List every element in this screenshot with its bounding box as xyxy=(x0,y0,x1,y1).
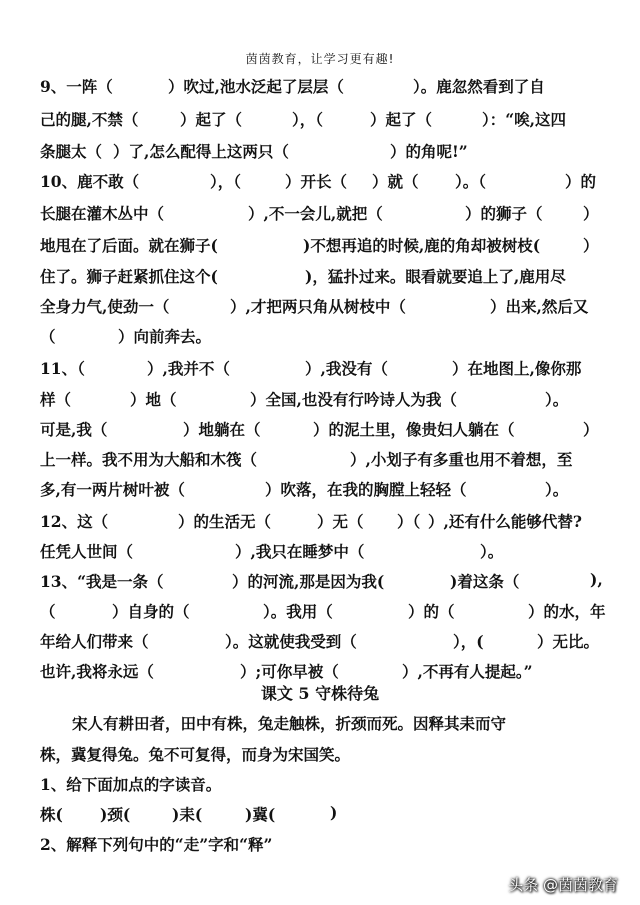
text-segment: ）（ xyxy=(397,512,421,531)
text-segment: 住了。狮子赶紧抓住这个( xyxy=(40,267,218,286)
text-segment: 株，冀复得兔。兔不可复得，而身为宋国笑。 xyxy=(40,745,351,764)
lesson-title: 课文 5 守株待兔 xyxy=(260,684,380,703)
text-segment: ）：“唉,这四 xyxy=(482,110,567,129)
text-segment: ）。 xyxy=(545,480,569,499)
text-segment: ）的水，年 xyxy=(528,602,606,621)
text-segment: （ xyxy=(40,602,56,621)
text-segment: 多,有一两片树叶被（ xyxy=(40,480,185,499)
text-segment: ）的（ xyxy=(408,602,455,621)
text-segment: ）无比。 xyxy=(537,632,600,651)
text-segment: ）的河流,那是因为我( xyxy=(232,572,385,591)
text-segment: 9、一阵（ xyxy=(40,77,113,96)
text-segment: ）,我没有（ xyxy=(305,359,388,378)
text-segment: ）就（ xyxy=(372,172,419,191)
text-segment: ） xyxy=(583,236,599,255)
text-segment: ）,我并不（ xyxy=(147,359,230,378)
text-segment: 也许,我将永远（ xyxy=(40,662,154,681)
text-segment: ）在地图上,像你那 xyxy=(452,359,582,378)
watermark: 头条 @茵茵教育 xyxy=(508,876,618,894)
text-segment: ）,还有什么能够代替? xyxy=(428,512,582,531)
text-segment: )冀( xyxy=(245,805,276,824)
text-segment: ）。 xyxy=(480,542,504,561)
text-segment: ）的生活无（ xyxy=(178,512,272,531)
text-segment: ）。鹿忽然看到了自 xyxy=(413,77,545,96)
text-segment: 2、解释下列句中的“走”字和“释” xyxy=(40,835,273,854)
text-segment: )着这条（ xyxy=(450,572,520,591)
text-segment: ）出来,然后又 xyxy=(490,297,589,316)
text-segment: ）,不再有人提起。” xyxy=(402,662,533,681)
text-segment: ）无（ xyxy=(317,512,364,531)
text-segment: ）地（ xyxy=(130,390,177,409)
text-segment: ）的 xyxy=(565,172,597,191)
text-segment: 己的腿,不禁（ xyxy=(40,110,139,129)
text-segment: 13、“我是一条（ xyxy=(40,572,164,591)
text-segment: ）;可你早被（ xyxy=(240,662,339,681)
text-segment: 株( xyxy=(40,805,63,824)
text-segment: 12、这（ xyxy=(40,512,109,531)
text-segment: ）,不一会儿,就把（ xyxy=(248,204,383,223)
text-segment: )不想再追的时候,鹿的角却被树枝( xyxy=(303,236,541,255)
text-segment: ）了,怎么配得上这两只（ xyxy=(113,142,289,161)
text-segment: ）。这就使我受到（ xyxy=(225,632,357,651)
text-segment: )耒( xyxy=(172,805,203,824)
text-segment: ）起了（ xyxy=(180,110,243,129)
text-segment: 任凭人世间（ xyxy=(40,542,134,561)
text-segment: 样（ xyxy=(40,390,72,409)
text-segment: ）,才把两只角从树枝中（ xyxy=(230,297,406,316)
text-segment: )，猛扑过来。眼看就要追上了,鹿用尽 xyxy=(305,267,566,286)
text-segment: ) xyxy=(330,803,338,822)
text-segment: 条腿太（ xyxy=(40,142,103,161)
text-segment: 全身力气,使劲一（ xyxy=(40,297,170,316)
text-segment: )颈( xyxy=(100,805,131,824)
text-segment: ）自身的（ xyxy=(112,602,190,621)
text-segment: ）起了（ xyxy=(370,110,433,129)
text-segment: ）地躺在（ xyxy=(183,420,261,439)
text-segment: ）,我只在睡梦中（ xyxy=(235,542,365,561)
text-segment: 地甩在了后面。就在狮子( xyxy=(40,236,218,255)
text-segment: ），（ xyxy=(210,172,242,191)
text-segment: 长腿在灌木丛中（ xyxy=(40,204,165,223)
text-segment: ）吹过,池水泛起了层层（ xyxy=(168,77,344,96)
text-segment: ），（ xyxy=(292,110,324,129)
text-segment: ），( xyxy=(453,632,484,651)
text-segment: 11、（ xyxy=(40,359,85,378)
text-segment: 上一样。我不用为大船和木筏（ xyxy=(40,450,258,469)
text-segment: ）开长（ xyxy=(285,172,348,191)
text-segment: ）的泥土里，像贵妇人躺在（ xyxy=(313,420,515,439)
text-segment: ）。（ xyxy=(455,172,487,191)
text-segment: ）的角呢!” xyxy=(390,142,468,161)
text-segment: 1、给下面加点的字读音。 xyxy=(40,775,222,794)
text-segment: 年给人们带来（ xyxy=(40,632,149,651)
text-segment: ）全国,也没有行吟诗人为我（ xyxy=(250,390,457,409)
text-segment: 宋人有耕田者，田中有株，兔走触株，折颈而死。因释其耒而守 xyxy=(72,714,507,733)
text-segment: （ xyxy=(40,327,56,346)
text-segment: 可是,我（ xyxy=(40,420,108,439)
text-segment: 10、鹿不敢（ xyxy=(40,172,140,191)
text-segment: ）。我用（ xyxy=(263,602,333,621)
text-segment: ）的狮子（ xyxy=(465,204,543,223)
text-segment: ） xyxy=(583,204,599,223)
text-segment: ）。 xyxy=(545,390,569,409)
text-segment: ）吹落，在我的胸膛上轻轻（ xyxy=(265,480,467,499)
text-segment: ）,小划子有多重也用不着想，至 xyxy=(350,450,573,469)
text-segment: ）向前奔去。 xyxy=(118,327,212,346)
text-segment: ), xyxy=(590,570,603,589)
text-segment: ） xyxy=(583,420,599,439)
page-header: 茵茵教育，让学习更有趣! xyxy=(245,52,395,66)
